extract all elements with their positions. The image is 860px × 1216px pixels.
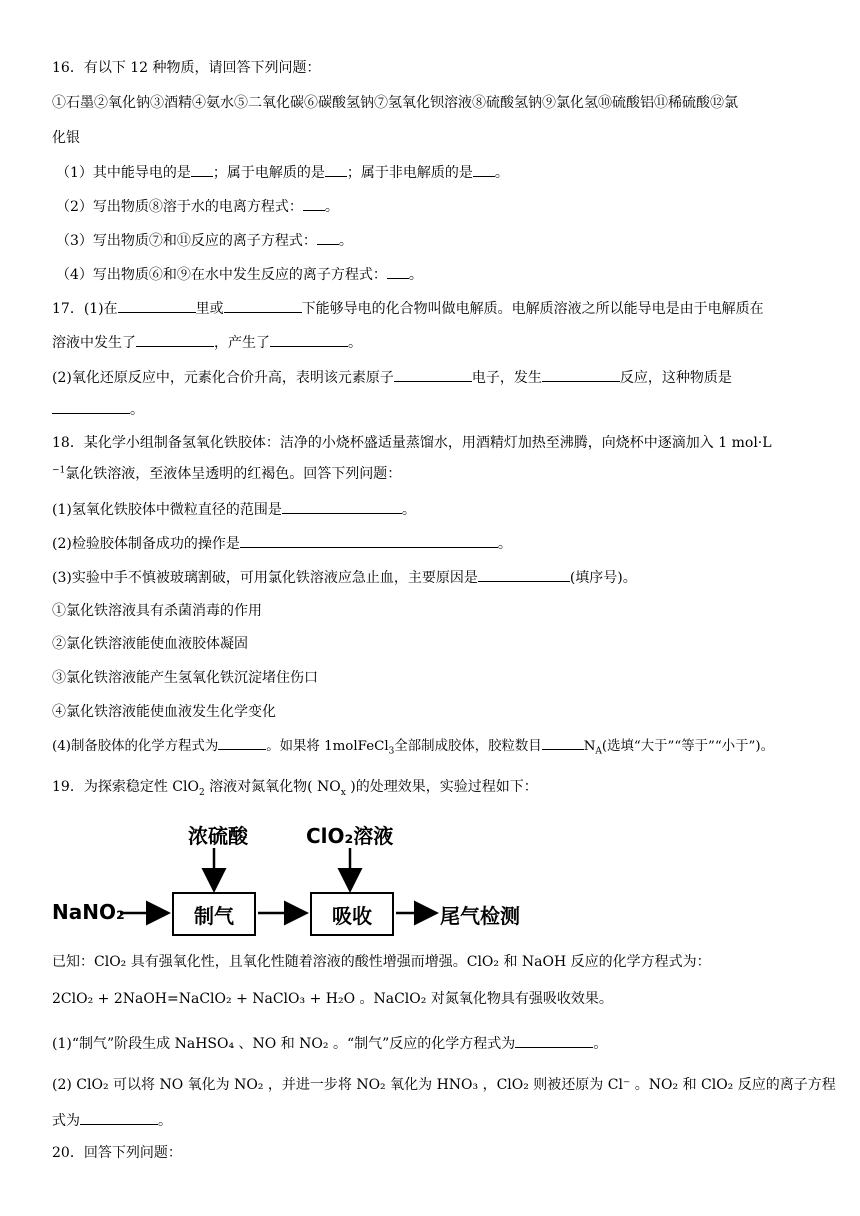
answer-blank[interactable] <box>282 499 402 514</box>
answer-blank[interactable] <box>118 298 196 313</box>
answer-blank[interactable] <box>136 332 214 347</box>
q18-option3: ③氯化铁溶液能产生氢氧化铁沉淀堵住伤口 <box>52 670 318 686</box>
answer-blank[interactable] <box>303 196 325 211</box>
q19-title: 19．为探索稳定性 ClO$_2$ 溶液对氮氧化物( $NO_x$ )的处理效果，实验过程如下： <box>52 779 538 798</box>
answer-blank[interactable] <box>542 367 620 382</box>
diagram-box-gas-generation: 制气 <box>172 892 256 936</box>
q17-line2: 溶液中发生了 ，产生了 。 <box>52 332 362 353</box>
q19-part2: (2) ClO₂ 可以将 NO 氧化为 NO₂ ，并进一步将 NO₂ 氧化为 HNO₃ ，ClO₂ 则被还原为 Cl⁻ 。NO₂ 和 ClO₂ 反应的离子方程 <box>52 1077 836 1093</box>
answer-blank[interactable] <box>80 1110 158 1125</box>
q19-part2-cont: 式为 。 <box>52 1110 172 1131</box>
answer-blank[interactable] <box>387 264 409 279</box>
q16-part2: （2）写出物质⑧溶于水的电离方程式： 。 <box>56 196 339 217</box>
answer-blank[interactable] <box>191 162 213 177</box>
q18-line2: $^{-1}$氯化铁溶液，至液体呈透明的红褐色。回答下列问题： <box>52 465 402 482</box>
diagram-label-clo2-solution: ClO₂溶液 <box>306 824 394 848</box>
q18-option2: ②氯化铁溶液能使血液胶体凝固 <box>52 636 248 652</box>
q18-part3: (3)实验中手不慎被玻璃割破，可用氯化铁溶液应急止血，主要原因是 (填序号)。 <box>52 567 637 588</box>
q18-option4: ④氯化铁溶液能使血液发生化学变化 <box>52 704 276 720</box>
q16-part1: （1）其中能导电的是 ；属于电解质的是 ；属于非电解质的是 。 <box>56 162 509 183</box>
q16-part3: （3）写出物质⑦和⑪反应的离子方程式： 。 <box>56 230 353 251</box>
q17-line4: 。 <box>52 399 144 420</box>
answer-blank[interactable] <box>515 1033 593 1048</box>
q17-line3: (2)氧化还原反应中，元素化合价升高，表明该元素原子 电子，发生 反应，这种物质是 <box>52 367 732 388</box>
q17-line1: 17．(1)在 里或 下能够导电的化合物叫做电解质。电解质溶液之所以能导电是由于电解质在 <box>52 298 764 319</box>
diagram-label-nano2: NaNO₂ <box>52 900 125 924</box>
q18-part2: (2)检验胶体制备成功的操作是 。 <box>52 533 512 554</box>
answer-blank[interactable] <box>224 298 302 313</box>
answer-blank[interactable] <box>473 162 495 177</box>
answer-blank[interactable] <box>317 230 339 245</box>
answer-blank[interactable] <box>240 533 498 548</box>
q16-items-line1: ①石墨②氧化钠③酒精④氨水⑤二氧化碳⑥碳酸氢钠⑦氢氧化钡溶液⑧硫酸氢钠⑨氯化氢⑩硫酸铝⑪稀硫酸⑫氯 <box>52 95 738 111</box>
answer-blank[interactable] <box>478 567 570 582</box>
diagram-label-concentrated-sulfuric-acid: 浓硫酸 <box>188 824 248 848</box>
q18-part1: (1)氢氧化铁胶体中微粒直径的范围是 。 <box>52 499 416 520</box>
q20-title: 20．回答下列问题： <box>52 1145 182 1161</box>
q16-title: 16．有以下 12 种物质，请回答下列问题： <box>52 60 321 76</box>
diagram-box-absorption: 吸收 <box>310 892 394 936</box>
q16-items-line2: 化银 <box>52 130 80 146</box>
answer-blank[interactable] <box>52 399 130 414</box>
answer-blank[interactable] <box>394 367 472 382</box>
answer-blank[interactable] <box>218 735 266 750</box>
answer-blank[interactable] <box>325 162 347 177</box>
answer-blank[interactable] <box>270 332 348 347</box>
q18-part4: (4)制备胶体的化学方程式为 。如果将 1molFeCl$_3$全部制成胶体，胶粒数目 $N_A$(选填“大于”“等于”“小于”)。 <box>52 735 774 757</box>
q19-known-line2: 2ClO₂ + 2NaOH=NaClO₂ + NaClO₃ + H₂O 。NaClO₂ 对氮氧化物具有强吸收效果。 <box>52 991 613 1007</box>
q16-part4: （4）写出物质⑥和⑨在水中发生反应的离子方程式： 。 <box>56 264 423 285</box>
diagram-label-tail-gas-detection: 尾气检测 <box>440 904 520 928</box>
answer-blank[interactable] <box>542 735 584 750</box>
q19-known-line1: 已知：ClO₂ 具有强氧化性，且氧化性随着溶液的酸性增强而增强。ClO₂ 和 NaOH 反应的化学方程式为： <box>52 954 711 970</box>
q18-option1: ①氯化铁溶液具有杀菌消毒的作用 <box>52 603 262 619</box>
q18-line1: 18．某化学小组制备氢氧化铁胶体：洁净的小烧杯盛适量蒸馏水，用酒精灯加热至沸腾，向烧杯中逐滴加入 1 mol·L <box>52 435 772 451</box>
q19-part1: (1)“制气”阶段生成 NaHSO₄ 、NO 和 NO₂ 。“制气”反应的化学方程式为 。 <box>52 1033 607 1054</box>
